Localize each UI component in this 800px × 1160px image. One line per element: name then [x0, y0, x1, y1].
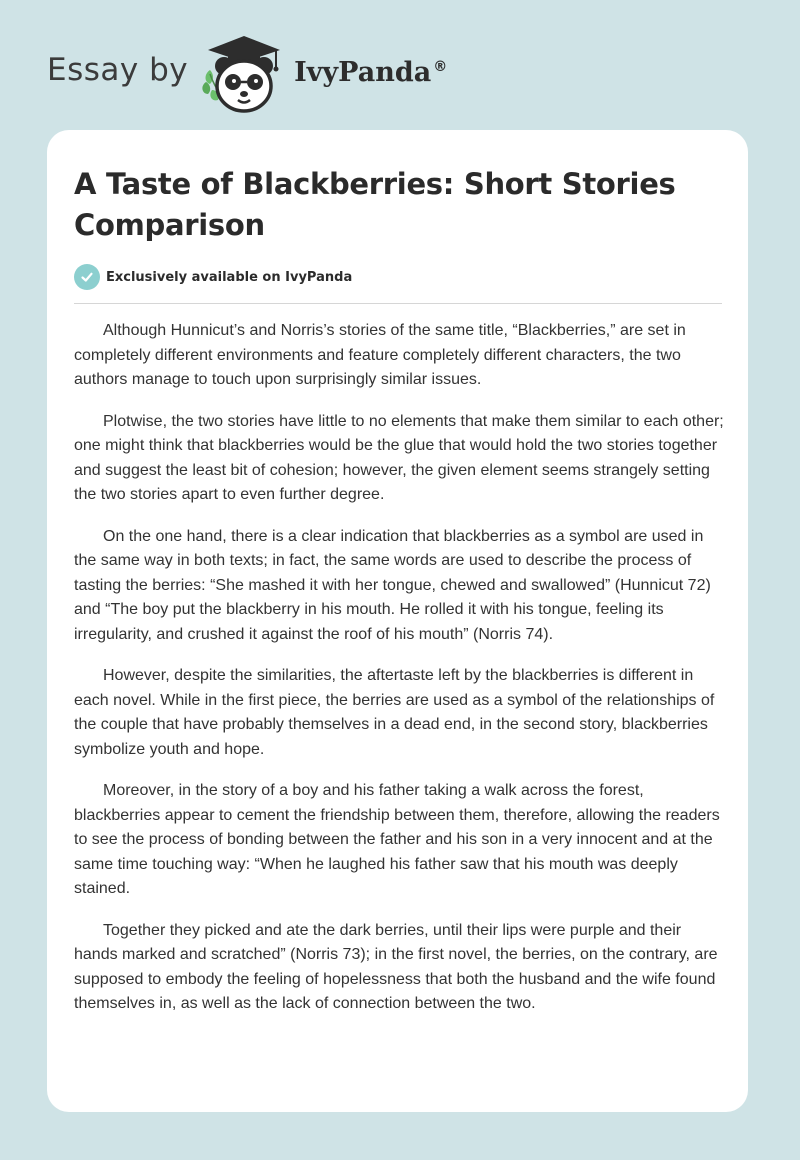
- paragraph: Plotwise, the two stories have little to no elements that make them similar to each other; one might think that blackberries would be the glue that would hold the two stories together and suggest the least bit of cohesion; however, the given element seems strangely setting the two stories apart to even further degree.: [74, 412, 724, 503]
- essay-title: A Taste of Blackberries: Short Stories Comparison: [74, 167, 676, 242]
- paragraph: However, despite the similarities, the aftertaste left by the blackberries is different in each novel. While in the first piece, the berries are used as a symbol of the relationships of the couple that have probably themselves in a dead end, in the second story, blackberries symbolize youth and hope.: [74, 667, 715, 758]
- brand-name-text: IvyPanda: [294, 56, 432, 88]
- divider: [74, 303, 722, 304]
- essay-card: [47, 130, 748, 1112]
- exclusive-label: Exclusively available on IvyPanda: [106, 269, 353, 285]
- paragraph: Although Hunnicut’s and Norris’s stories of the same title, “Blackberries,” are set in completely different environments and feature completely different characters, the two authors manage to touch upon surprisingly similar issues.: [74, 322, 686, 388]
- brand-name[interactable]: [294, 57, 447, 88]
- panda-graduate-icon[interactable]: [200, 34, 288, 114]
- paragraph: On the one hand, there is a clear indication that blackberries as a symbol are used in the same way in both texts; in fact, the same words are used to describe the process of tasting the berries: “She mashed it with her tongue, chewed and swallowed” (Hunnicut 72) and “The boy put the blackberry in his mouth. He rolled it with his tongue, feeling its irregularity, and crushed it against the roof of his mouth” (Norris 74).: [74, 527, 711, 643]
- essay-by-label: Essay by: [47, 52, 189, 88]
- registered-mark: ®: [433, 58, 448, 75]
- check-circle-icon: [74, 264, 100, 290]
- site-header: [47, 34, 447, 114]
- exclusive-badge: [74, 264, 352, 290]
- paragraph: Moreover, in the story of a boy and his father taking a walk across the forest, blackberries appear to cement the friendship between them, therefore, allowing the readers to see the process of bonding between the father and his son in a very innocent and at the same time touching way: “When he laughed his father saw that his mouth was deeply stained.: [74, 782, 720, 897]
- paragraph: Together they picked and ate the dark berries, until their lips were purple and their hands marked and scratched” (Norris 73); in the first novel, the berries, on the contrary, are supposed to embody the feeling of hopelessness that both the husband and the wife found themselves in, as well as the lack of connection between the two.: [74, 921, 718, 1012]
- essay-body: [74, 319, 724, 1034]
